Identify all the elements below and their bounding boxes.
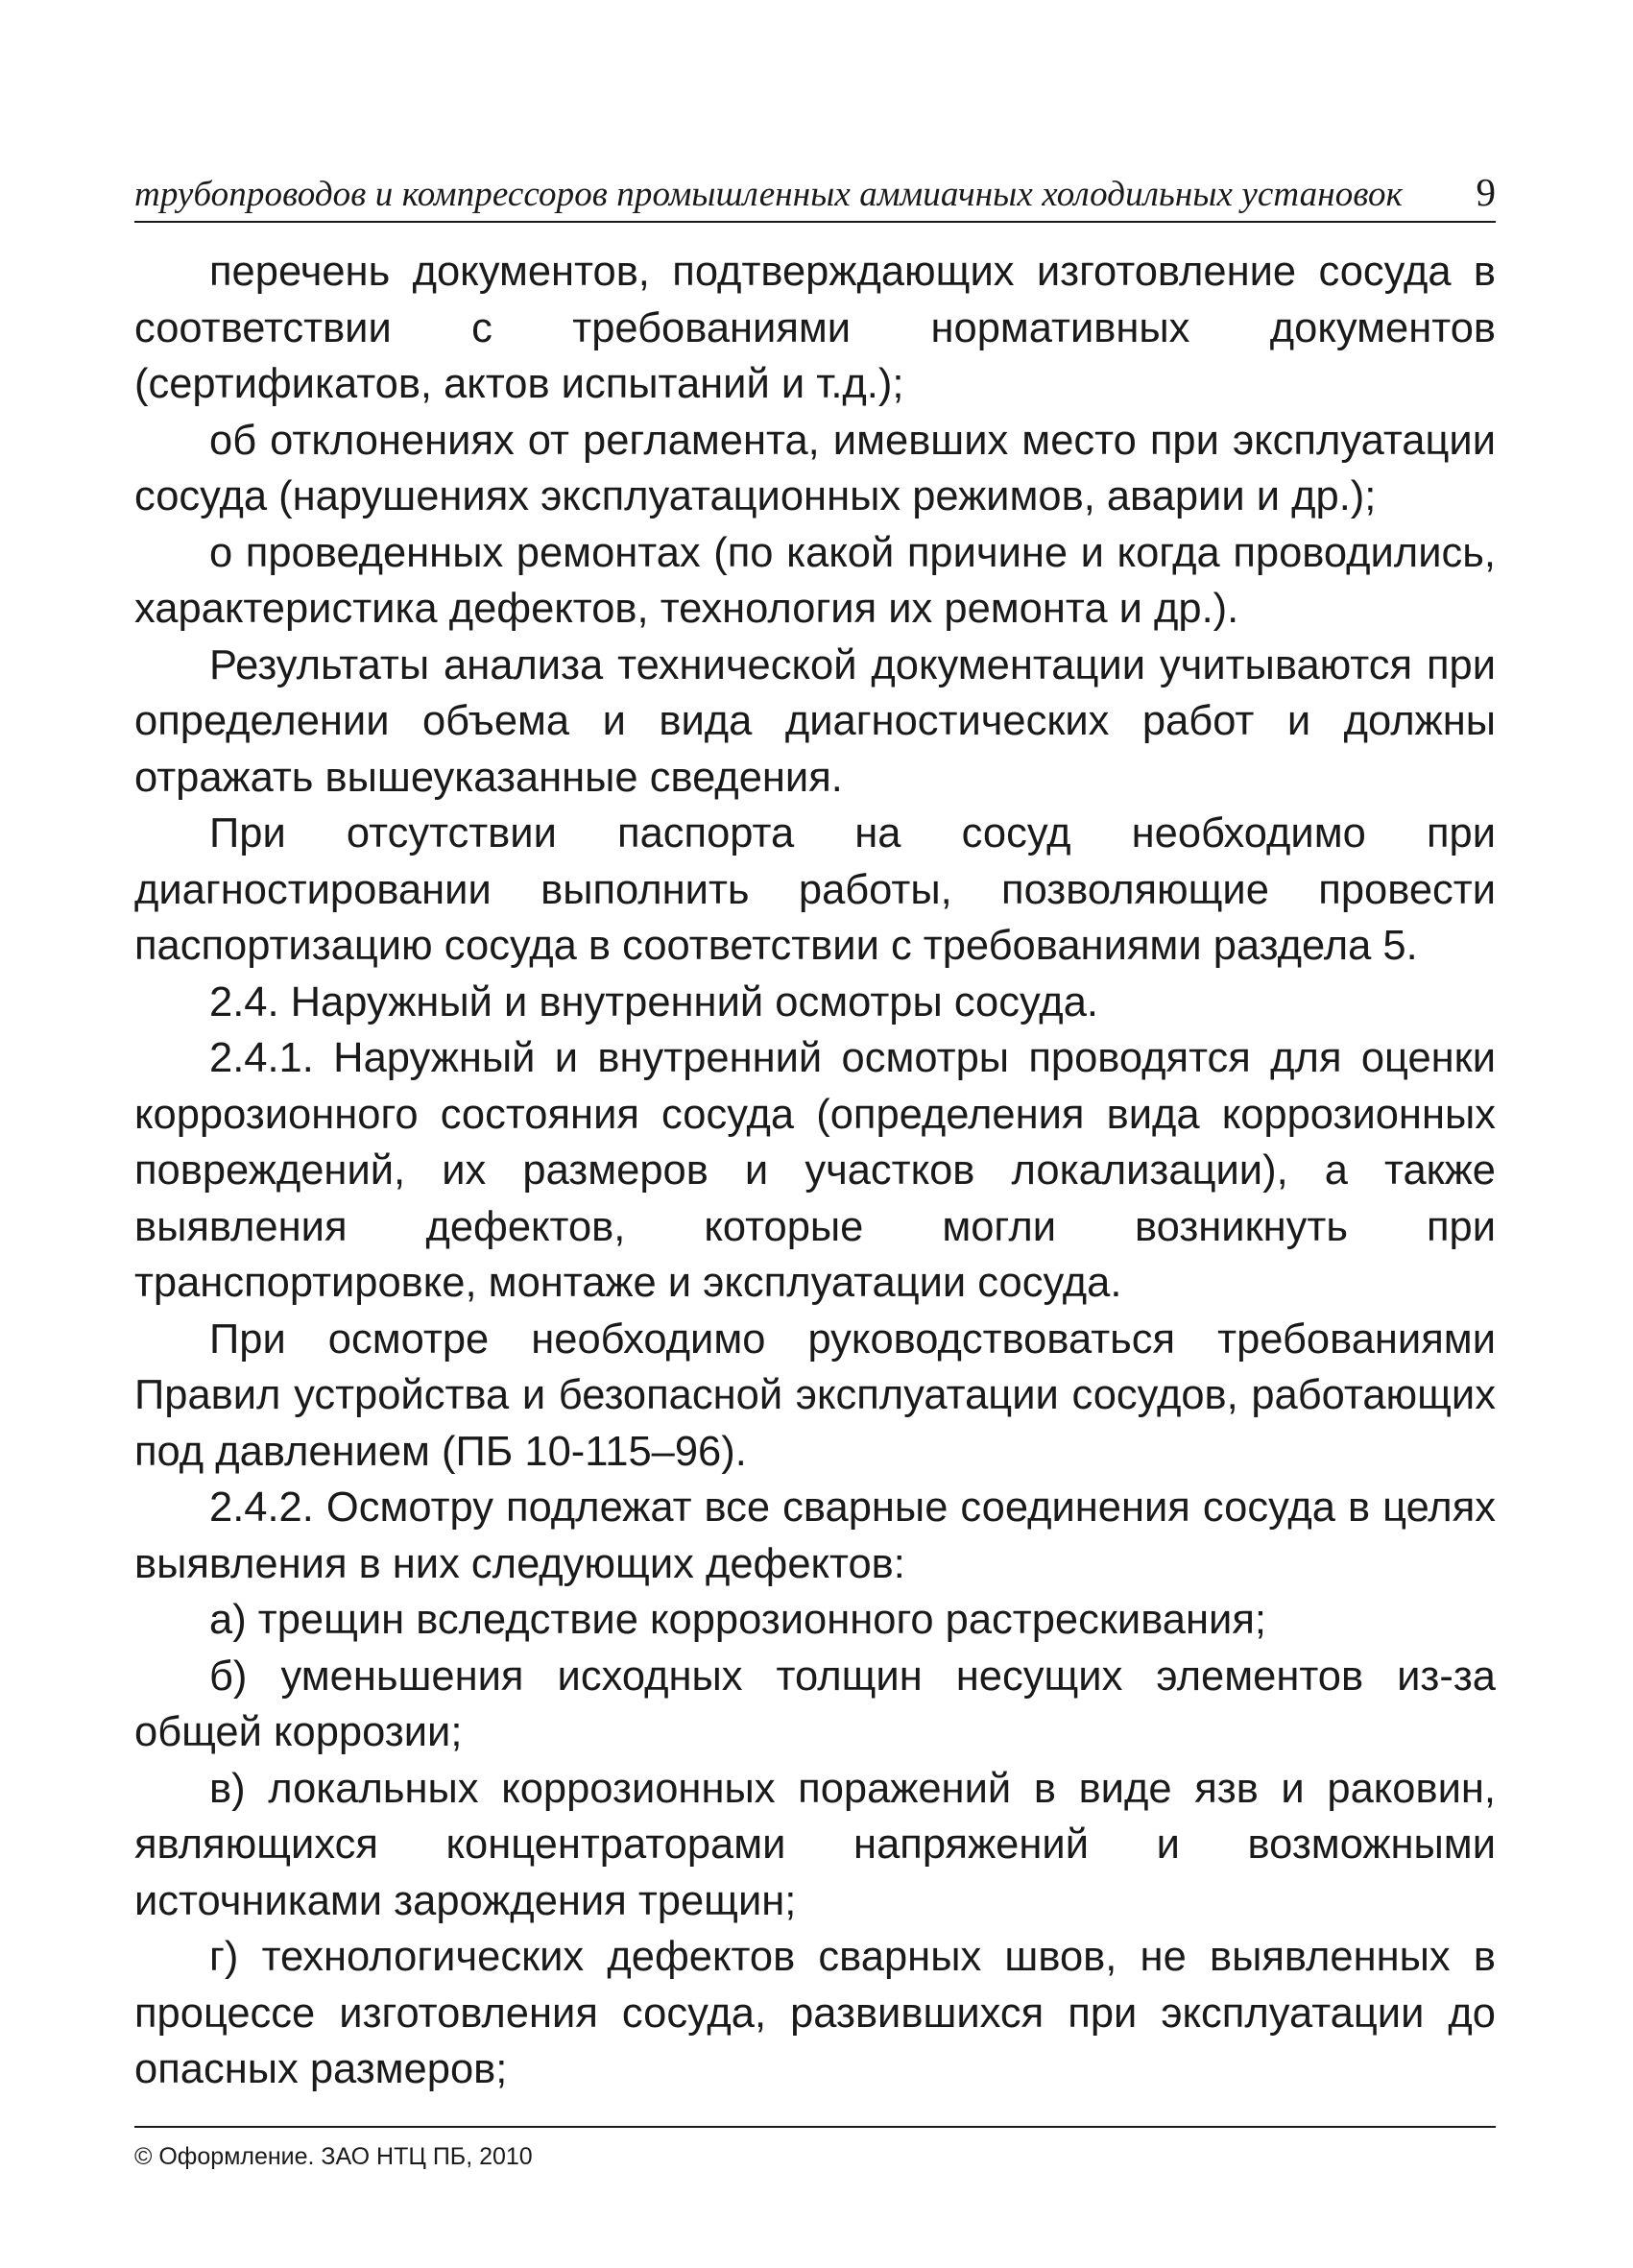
paragraph-deviations: об отклонениях от регламента, имевших место при эксплуатации сосуда (нарушениях эксплуатационных режимов, аварии и др.);: [134, 417, 1496, 519]
paragraph-repairs: о проведенных ремонтах (по какой причине и когда проводились, характеристика дефектов, технология их ремонта и др.).: [134, 529, 1496, 632]
running-title: трубопроводов и компрессоров промышленных аммиачных холодильных установок: [134, 175, 1403, 214]
section-heading-2-4: 2.4. Наружный и внутренний осмотры сосуда.: [209, 978, 1098, 1025]
paragraph-analysis-results: Результаты анализа технической документации учитываются при определении объема и вида диагностических работ и должны отражать вышеуказанные сведения.: [134, 641, 1496, 801]
running-head: [134, 171, 1496, 223]
list-item-a: а) трещин вследствие коррозионного растрескивания;: [209, 1597, 1266, 1643]
body-text: [134, 244, 1496, 2098]
paragraph-2-4-2: 2.4.2. Осмотру подлежат все сварные соединения сосуда в целях выявления в них следующих дефектов:: [134, 1484, 1496, 1587]
paragraph-missing-passport: При отсутствии паспорта на сосуд необходимо при диагностировании выполнить работы, позволяющие провести паспортизацию сосуда в соответствии с требованиями раздела 5.: [134, 810, 1496, 969]
paragraph-2-4-1: 2.4.1. Наружный и внутренний осмотры проводятся для оценки коррозионного состояния сосуда (определения вида коррозионных повреждений, их размеров и участков локализации), а также выявления дефектов, которые могли возникнуть при транспортировке, монтаже и эксплуатации сосуда.: [134, 1035, 1496, 1306]
list-item-b: б) уменьшения исходных толщин несущих элементов из-за общей коррозии;: [134, 1653, 1496, 1755]
footer-copyright: © Оформление. ЗАО НТЦ ПБ, 2010: [134, 2143, 533, 2170]
paragraph-documents-list: перечень документов, подтверждающих изготовление сосуда в соответствии с требованиями нормативных документов (сертификатов, актов испытаний и т.д.);: [134, 249, 1496, 407]
paragraph-inspection-rules: При осмотре необходимо руководствоваться требованиями Правил устройства и безопасной эксплуатации сосудов, работающих под давлением (ПБ 10-115–96).: [134, 1315, 1496, 1475]
list-item-g: г) технологических дефектов сварных швов, не выявленных в процессе изготовления сосуда, развившихся при эксплуатации до опасных размеров;: [134, 1934, 1496, 2092]
footer-rule: [134, 2126, 1496, 2128]
list-item-v: в) локальных коррозионных поражений в виде язв и раковин, являющихся концентраторами напряжений и возможными источниками зарождения трещин;: [134, 1765, 1496, 1924]
page-number: 9: [1476, 170, 1496, 214]
